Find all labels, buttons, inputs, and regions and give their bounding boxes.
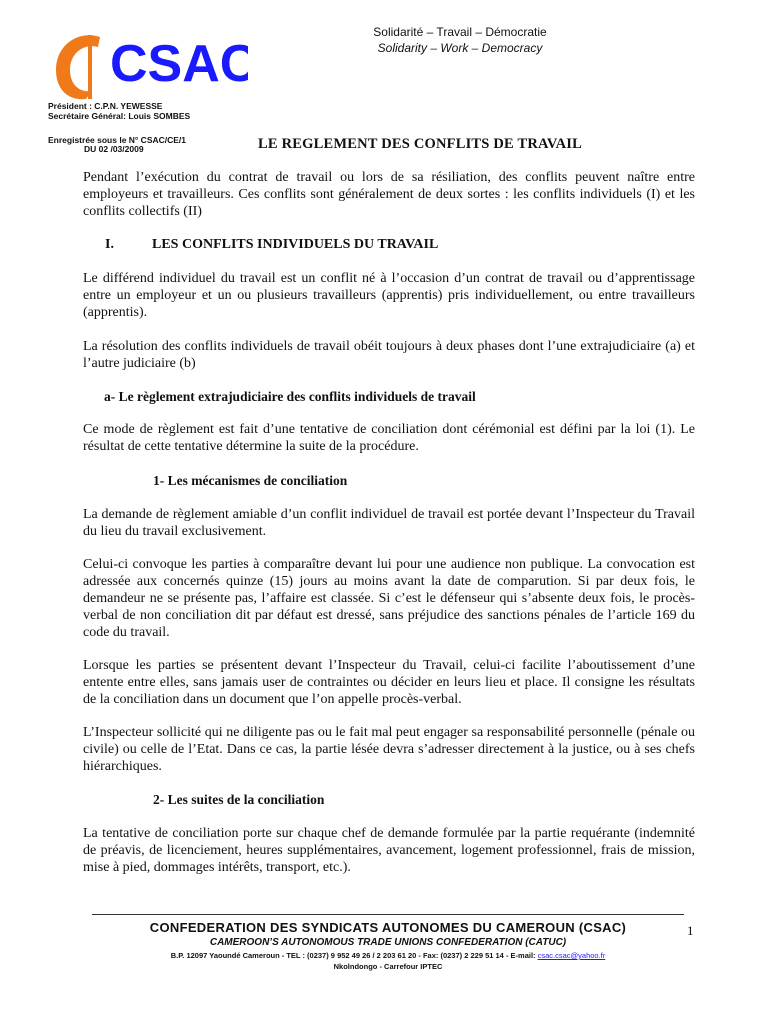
section-1-heading [105,237,438,253]
csac-logo-graphic [48,25,248,105]
logo-text: CSAC [110,35,248,93]
footer-org-name: CONFEDERATION DES SYNDICATS AUTONOMES DU CAMEROUN (CSAC) [149,920,627,935]
section-1-paragraph-1: Le différend individuel du travail est un conflit né à l’occasion d’un contrat de travail ou d’apprentissage entre un employeur et un ou plusieurs travailleurs (apprentis) pris individuellement, ou entre travailleurs (apprentis). [83,271,695,320]
subsection-1-heading: 1- Les mécanismes de conciliation [153,473,348,488]
secretary: Secrétaire Général: Louis SOMBES [48,111,191,121]
document-title: LE REGLEMENT DES CONFLITS DE TRAVAIL [258,136,583,152]
section-1-number: I. [105,237,114,252]
footer-contact [60,951,716,960]
subsection-2-heading: 2- Les suites de la conciliation [153,792,325,807]
subsection-a-heading: a- Le règlement extrajudiciaire des conflits individuels de travail [104,389,476,404]
section-1-paragraph-2: La résolution des conflits individuels de travail obéit toujours à deux phases dont l’une extrajudiciaire (a) et l’autre judiciaire (b) [83,339,695,371]
outcomes-paragraph-1: La tentative de conciliation porte sur chaque chef de demande formulée par la partie requérante (indemnité de préavis, de licenciement, heures supplémentaires, avancement, logement professionnel, frais de mission, mise à pied, dommages intérêts, transport, etc.). [83,826,695,875]
president: Président : C.P.N. YEWESSE [48,101,163,111]
footer-contact-text: B.P. 12097 Yaoundé Cameroun - TEL : (0237) 9 952 49 26 / 2 203 61 20 - Fax: (0237) 2 229 51 14 - E-mail: [170,951,538,960]
registration [48,136,218,154]
mechanisms-paragraph-4: L’Inspecteur sollicité qui ne diligente pas ou le fait mal peut engager sa responsabilité personnelle (pénale ou civile) ou celle de l’Etat. Dans ce cas, la partie lésée devra s’adresser directement à la justice, ou à ses chefs hiérarchiques. [83,725,695,774]
mechanisms-paragraph-1: La demande de règlement amiable d’un conflit individuel de travail est portée devant l’Inspecteur du Travail du lieu du travail exclusivement. [83,507,695,539]
intro-paragraph: Pendant l’exécution du contrat de travail ou lors de sa résiliation, des conflits peuvent naître entre employeurs et travailleurs. Ces conflits sont généralement de deux sortes : les conflits individuels (I) et les conflits collectifs (II) [83,170,695,219]
footer-address: Nkolndongo - Carrefour IPTEC [333,962,443,971]
motto-en: Solidarity – Work – Democracy [377,41,543,55]
mechanisms-paragraph-3: Lorsque les parties se présentent devant l’Inspecteur du Travail, celui-ci facilite l’aboutissement d’une entente entre elles, sans jamais user de contraintes ou décider en leurs lieu et place. Il consigne les résultats de la conciliation dans un document que l’on appelle procès-verbal. [83,658,695,707]
motto-fr: Solidarité – Travail – Démocratie [373,25,547,39]
csac-logo [48,25,248,105]
section-1-title: LES CONFLITS INDIVIDUELS DU TRAVAIL [152,237,439,252]
page-number: 1 [687,923,694,938]
registration-line-2: DU 02 /03/2009 [84,144,144,154]
footer-divider [92,914,684,915]
footer-org-name-en: CAMEROON’S AUTONOMOUS TRADE UNIONS CONFEDERATION (CATUC) [209,937,567,948]
registration-line-1: Enregistrée sous le N° CSAC/CE/1 [48,136,187,145]
officers [48,101,190,121]
motto [340,24,580,56]
footer-email-link[interactable]: csac.csac@yahoo.fr [537,951,606,960]
mechanisms-paragraph-2: Celui-ci convoque les parties à comparaître devant lui pour une audience non publique. La convocation est adressée aux concernés quinze (15) jours au moins avant la date de comparution. Si par deux fois, le demandeur ne se présente pas, l’affaire est classée. Si c’est le défenseur qui s’absente deux fois, le procès-verbal de non conciliation dit par défaut est dressé, sans préjudice des sanctions pénales de l’article 169 du code du travail. [83,557,695,640]
subsection-a-paragraph: Ce mode de règlement est fait d’une tentative de conciliation dont cérémonial est défini par la loi (1). Le résultat de cette tentative détermine la suite de la procédure. [83,422,695,454]
